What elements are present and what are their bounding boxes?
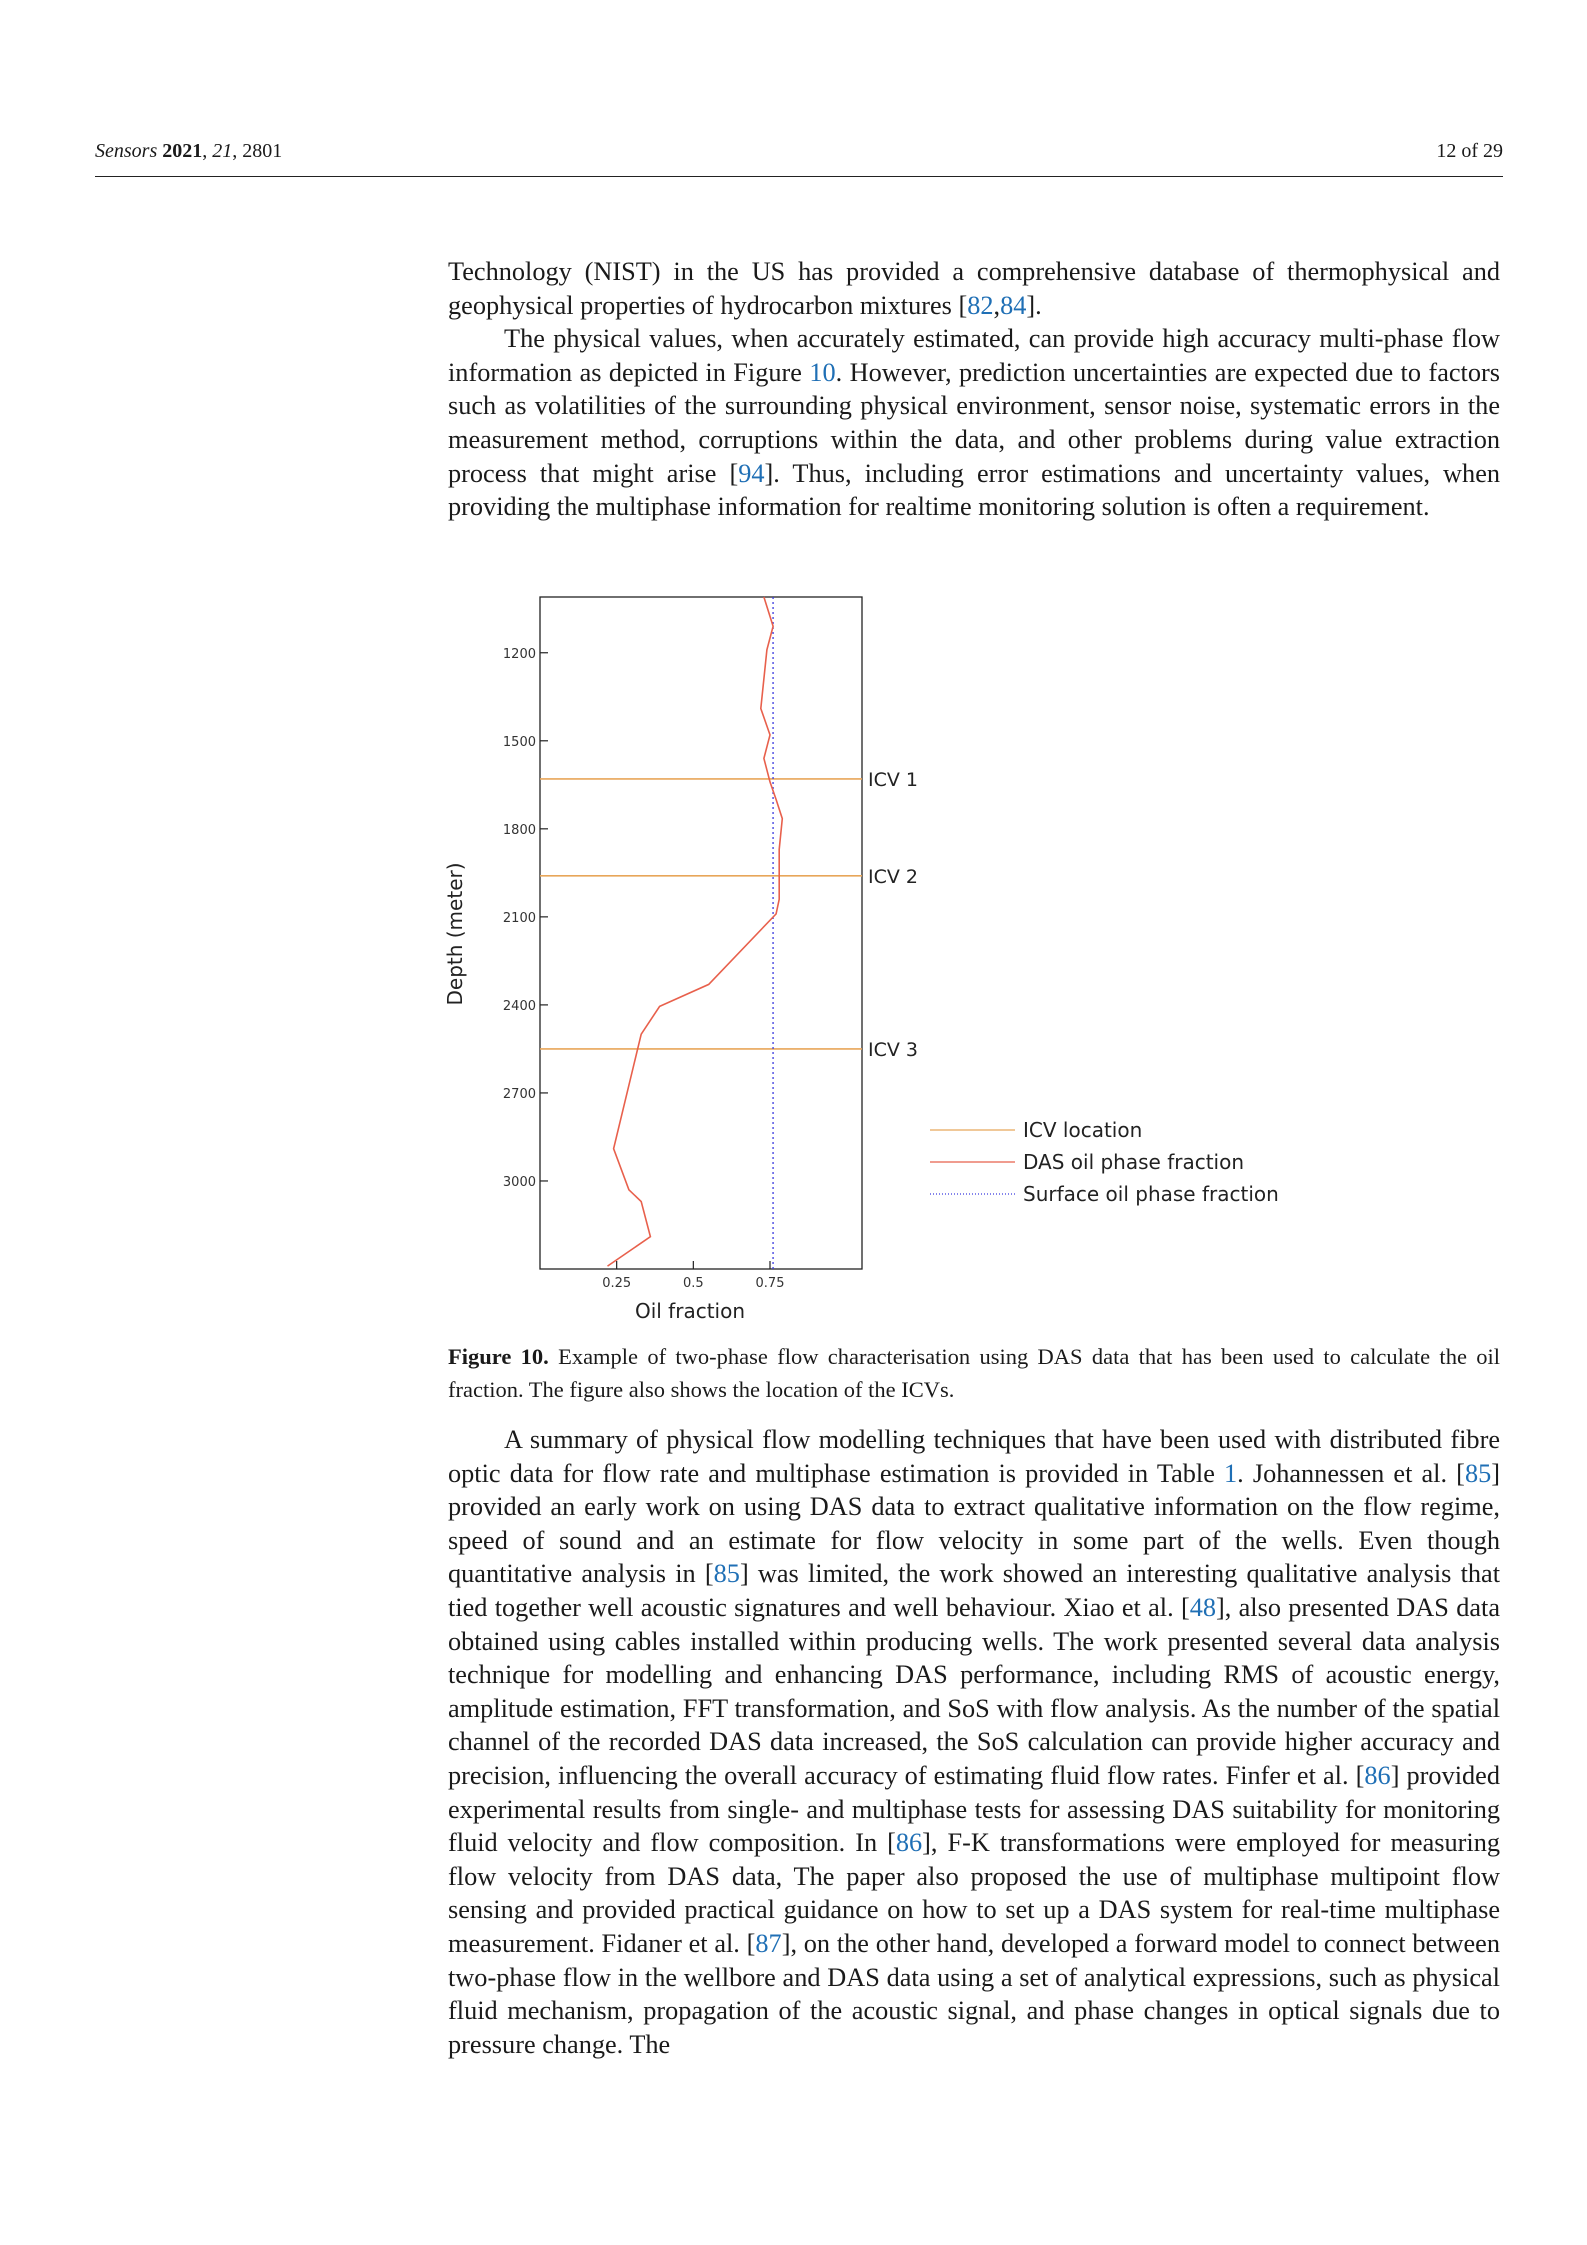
icv-label: ICV 2 <box>868 865 918 888</box>
chart-legend <box>930 1118 1279 1206</box>
y-tick-label: 2700 <box>502 1086 536 1102</box>
figure-caption <box>448 1340 1500 1406</box>
legend-label: ICV location <box>1023 1118 1143 1142</box>
y-tick-label: 1200 <box>502 646 536 662</box>
y-axis-label: Depth (meter) <box>443 862 467 1006</box>
y-tick-label: 1500 <box>502 734 536 750</box>
page-number: 12 of 29 <box>1436 140 1503 162</box>
ref-link-94[interactable]: 94 <box>738 458 765 488</box>
icv-label: ICV 3 <box>868 1038 918 1061</box>
x-tick-label: 0.75 <box>755 1276 785 1291</box>
legend-label: Surface oil phase fraction <box>1023 1182 1279 1206</box>
caption-label: Figure 10. <box>448 1344 549 1369</box>
y-tick-label: 2100 <box>502 910 536 926</box>
body-paragraphs-top <box>448 255 1500 524</box>
paragraph-nist: Technology (NIST) in the US has provided a comprehensive database of thermophysical and geophysical properties of hydrocarbon mixtures [82,84]. <box>448 257 1500 320</box>
ref-link-86[interactable]: 86 <box>1364 1760 1391 1790</box>
journal-citation: Sensors 2021, 21, 2801 <box>95 140 283 162</box>
x-axis-ticks <box>602 1261 784 1291</box>
figure-10 <box>430 582 1330 1322</box>
paragraph-summary: A summary of physical flow modelling techniques that have been used with distributed fibre optic data for flow rate and multiphase estimation is provided in Table 1. Johannessen et al. [85] provided an early work on using DAS data to extract qualitative information on the flow regime, speed of sound and an estimate for flow velocity in some part of the wells. Even though quantitative analysis in [85] was limited, the work showed an interesting qualitative analysis that tied together well acoustic signatures and well behaviour. Xiao et al. [48], also presented DAS data obtained using cables installed within producing wells. The work presented several data analysis technique for modelling and enhancing DAS performance, including RMS of acoustic energy, amplitude estimation, FFT transformation, and SoS with flow analysis. As the number of the spatial channel of the recorded DAS data increased, the SoS calculation can provide higher accuracy and precision, influencing the overall accuracy of estimating fluid flow rates. Finfer et al. [86] provided experimental results from single- and multiphase tests for assessing DAS suitability for monitoring fluid velocity and flow composition. In [86], F-K transformations were employed for measuring flow velocity from DAS data, The paper also proposed the use of multiphase multipoint flow sensing and provided practical guidance on how to set up a DAS system for real-time multiphase measurement. Fidaner et al. [87], on the other hand, developed a forward model to connect between two-phase flow in the wellbore and DAS data using a set of analytical expressions, such as physical fluid mechanism, propagation of the acoustic signal, and phase changes in optical signals due to pressure change. The <box>448 1425 1501 2059</box>
x-axis-label: Oil fraction <box>634 1299 746 1322</box>
y-tick-label: 3000 <box>502 1174 536 1190</box>
figure-link-10[interactable]: 10 <box>809 357 836 387</box>
ref-link-86b[interactable]: 86 <box>895 1828 923 1858</box>
ref-link-82[interactable]: 82 <box>967 290 994 320</box>
das-line-group <box>608 597 783 1266</box>
x-tick-label: 0.5 <box>682 1276 704 1291</box>
legend-label: DAS oil phase fraction <box>1023 1150 1245 1174</box>
ref-link-85b[interactable]: 85 <box>713 1559 740 1589</box>
ref-link-85[interactable]: 85 <box>1464 1458 1492 1488</box>
y-axis-ticks <box>503 647 548 1190</box>
ref-link-87[interactable]: 87 <box>755 1928 782 1958</box>
icv-label: ICV 1 <box>868 768 918 791</box>
icv-lines <box>540 769 918 1061</box>
body-paragraph-bottom <box>448 1423 1500 2061</box>
page-header <box>95 136 1503 177</box>
caption-text: Example of two-phase flow characterisation using DAS data that has been used to calculate the oil fraction. The figure also shows the location of the ICVs. <box>448 1344 1500 1402</box>
y-tick-label: 1800 <box>502 822 536 838</box>
table-link-1[interactable]: 1 <box>1223 1458 1238 1488</box>
oil-fraction-chart <box>430 582 1330 1322</box>
x-tick-label: 0.25 <box>602 1276 632 1291</box>
plot-frame <box>540 597 862 1269</box>
y-tick-label: 2400 <box>502 998 536 1014</box>
das-oil-line <box>608 597 783 1266</box>
paragraph-physical-values: The physical values, when accurately estimated, can provide high accuracy multi-phase flow information as depicted in Figure 10. However, prediction uncertainties are expected due to factors such as volatilities of the surrounding physical environment, sensor noise, systematic errors in the measurement method, corruptions within the data, and other problems during value extraction process that might arise [94]. Thus, including error estimations and uncertainty values, when providing the multiphase information for realtime monitoring solution is often a requirement. <box>448 324 1501 522</box>
ref-link-84[interactable]: 84 <box>1000 290 1027 320</box>
ref-link-48[interactable]: 48 <box>1189 1592 1216 1622</box>
